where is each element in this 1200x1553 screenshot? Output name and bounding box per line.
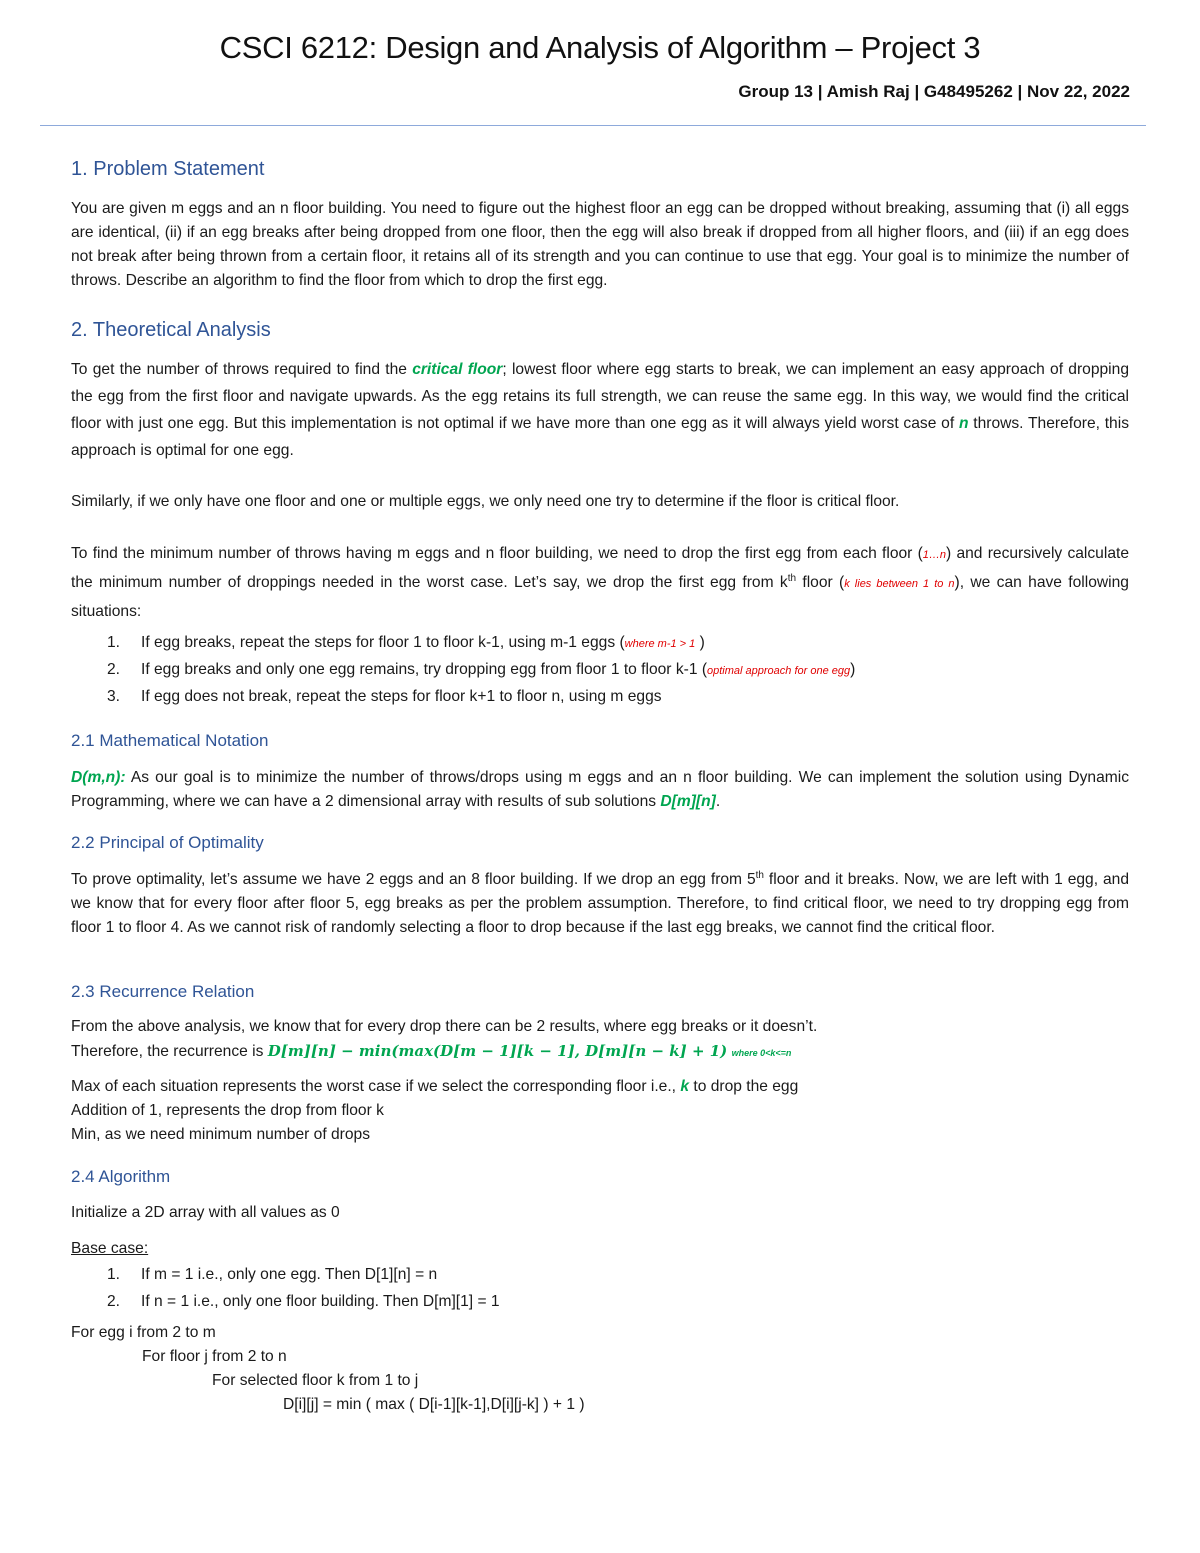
list-item bbox=[107, 683, 855, 710]
superscript: th bbox=[755, 869, 764, 881]
list-number: 3. bbox=[107, 688, 121, 705]
document-byline: Group 13 | Amish Raj | G48495262 | Nov 22, 2022 bbox=[738, 82, 1130, 101]
list-number: 1. bbox=[107, 1266, 121, 1283]
list-number: 1. bbox=[107, 634, 121, 651]
list-number: 2. bbox=[107, 1293, 121, 1310]
list-item bbox=[107, 1288, 500, 1315]
algorithm-init: Initialize a 2D array with all values as 0 bbox=[71, 1204, 340, 1221]
heading-problem-statement: 1. Problem Statement bbox=[71, 158, 265, 180]
principal-of-optimality-text bbox=[71, 868, 1129, 940]
text-span: Therefore, the recurrence is bbox=[71, 1043, 268, 1060]
list-text: If egg breaks, repeat the steps for floor 1 to floor k-1, using m-1 eggs ( bbox=[141, 634, 625, 651]
heading-algorithm: 2.4 Algorithm bbox=[71, 1167, 171, 1186]
base-case-label: Base case: bbox=[71, 1240, 149, 1257]
text-span: to drop the egg bbox=[689, 1078, 799, 1095]
theoretical-analysis-p2: Similarly, if we only have one floor and one or multiple eggs, we only need one try to determine if the floor is critical floor. bbox=[71, 493, 900, 510]
mathematical-notation-text bbox=[71, 766, 1129, 814]
problem-statement-text: You are given m eggs and an n floor building. You need to figure out the highest floor an egg can be dropped without breaking, assuming that (i) all eggs are identical, (ii) if an egg breaks after being dropped from one floor, then the egg will also break if dropped from all higher floors, and (iii) if an egg does not break after being thrown from a certain floor, it retains all of its strength and you can continue to use that egg. Your goal is to minimize the number of throws. Describe an algorithm to find the floor from which to drop the first egg. bbox=[71, 200, 1129, 289]
text-span: throws. Therefore, this approach is optimal for one egg. bbox=[71, 415, 1129, 459]
formula-constraint: where 0<k<=n bbox=[731, 1048, 792, 1058]
pseudocode-loop-selected-floor: For selected floor k from 1 to j bbox=[212, 1372, 419, 1389]
k-term: k bbox=[680, 1078, 690, 1095]
text-span: Max of each situation represents the worst case if we select the corresponding floor i.e., bbox=[71, 1078, 681, 1095]
text-span: floor and it breaks. Now, we are left with 1 egg, and we know that for every floor after floor 5, egg breaks as per the problem assumption. Therefore, to find critical floor, we need to try dropping egg from floor 1 to floor 4. As we cannot risk of randomly selecting a floor to drop because if the last egg breaks, we cannot find the critical floor. bbox=[71, 871, 1129, 936]
situations-list bbox=[107, 629, 855, 710]
text-span: . bbox=[715, 793, 721, 810]
critical-floor-term: critical floor bbox=[412, 361, 503, 378]
text-span: ) and recursively calculate the minimum number of droppings needed in the worst case. Let’s say, we drop the first egg from k bbox=[71, 545, 1129, 591]
superscript: th bbox=[787, 572, 797, 584]
recurrence-formula: D[m][n] − min(max(D[m − 1][k − 1], D[m][n − k] + 1) bbox=[267, 1042, 728, 1060]
text-span: ), we can have following situations: bbox=[71, 574, 1129, 620]
text-span: floor ( bbox=[796, 574, 845, 591]
text-span: To prove optimality, let’s assume we have 2 eggs and an 8 floor building. If we drop an egg from 5 bbox=[71, 871, 756, 888]
list-note: optimal approach for one egg bbox=[707, 665, 851, 677]
header-divider bbox=[40, 125, 1146, 126]
recurrence-line-4: Addition of 1, represents the drop from floor k bbox=[71, 1102, 384, 1119]
recurrence-line-1: From the above analysis, we know that for every drop there can be 2 results, where egg breaks or it doesn’t. bbox=[71, 1018, 818, 1035]
recurrence-line-2 bbox=[71, 1042, 791, 1061]
dmn-array-term: D[m][n] bbox=[660, 793, 716, 810]
text-span: To get the number of throws required to find the bbox=[71, 361, 413, 378]
base-case-list bbox=[107, 1261, 500, 1315]
list-text: If egg breaks and only one egg remains, try dropping egg from floor 1 to floor k-1 ( bbox=[141, 661, 708, 678]
heading-principal-of-optimality: 2.2 Principal of Optimality bbox=[71, 833, 264, 852]
list-text: If n = 1 i.e., only one floor building. Then D[m][1] = 1 bbox=[141, 1293, 500, 1310]
floor-range-note: 1…n bbox=[922, 549, 947, 561]
dmn-term: D(m,n): bbox=[71, 769, 126, 786]
theoretical-analysis-p3 bbox=[71, 540, 1129, 625]
pseudocode-loop-floors: For floor j from 2 to n bbox=[142, 1348, 287, 1365]
list-text: If m = 1 i.e., only one egg. Then D[1][n] = n bbox=[141, 1266, 438, 1283]
text-span: To find the minimum number of throws having m eggs and n floor building, we need to drop the first egg from each floor ( bbox=[71, 545, 923, 562]
list-tail: ) bbox=[850, 661, 856, 678]
pseudocode-update: D[i][j] = min ( max ( D[i-1][k-1],D[i][j-k] ) + 1 ) bbox=[283, 1396, 585, 1413]
list-item bbox=[107, 1261, 500, 1288]
recurrence-line-3 bbox=[71, 1078, 798, 1096]
heading-mathematical-notation: 2.1 Mathematical Notation bbox=[71, 731, 269, 750]
text-span: As our goal is to minimize the number of throws/drops using m eggs and an n floor building. We can implement the solution using Dynamic Programming, where we can have a 2 dimensional array with results of sub solutions bbox=[71, 769, 1129, 810]
list-item bbox=[107, 629, 855, 656]
theoretical-analysis-p1 bbox=[71, 356, 1129, 464]
heading-theoretical-analysis: 2. Theoretical Analysis bbox=[71, 319, 271, 341]
heading-recurrence-relation: 2.3 Recurrence Relation bbox=[71, 982, 255, 1001]
list-tail: ) bbox=[695, 634, 705, 651]
pseudocode-loop-eggs: For egg i from 2 to m bbox=[71, 1324, 216, 1341]
list-note: where m-1 > 1 bbox=[624, 638, 696, 650]
list-number: 2. bbox=[107, 661, 121, 678]
n-term: n bbox=[958, 415, 969, 432]
document-title: CSCI 6212: Design and Analysis of Algorithm – Project 3 bbox=[219, 30, 981, 65]
text-span: ; lowest floor where egg starts to break, we can implement an easy approach of dropping the egg from the first floor and navigate upwards. As the egg retains its full strength, we can reuse the same egg. In this way, we would find the critical floor with just one egg. But this implementation is not optimal if we have more than one egg as it will always yield worst case of bbox=[71, 361, 1129, 432]
k-range-note: k lies between 1 to n bbox=[844, 578, 955, 590]
list-item bbox=[107, 656, 855, 683]
list-text: If egg does not break, repeat the steps for floor k+1 to floor n, using m eggs bbox=[141, 688, 662, 705]
recurrence-line-5: Min, as we need minimum number of drops bbox=[71, 1126, 371, 1143]
